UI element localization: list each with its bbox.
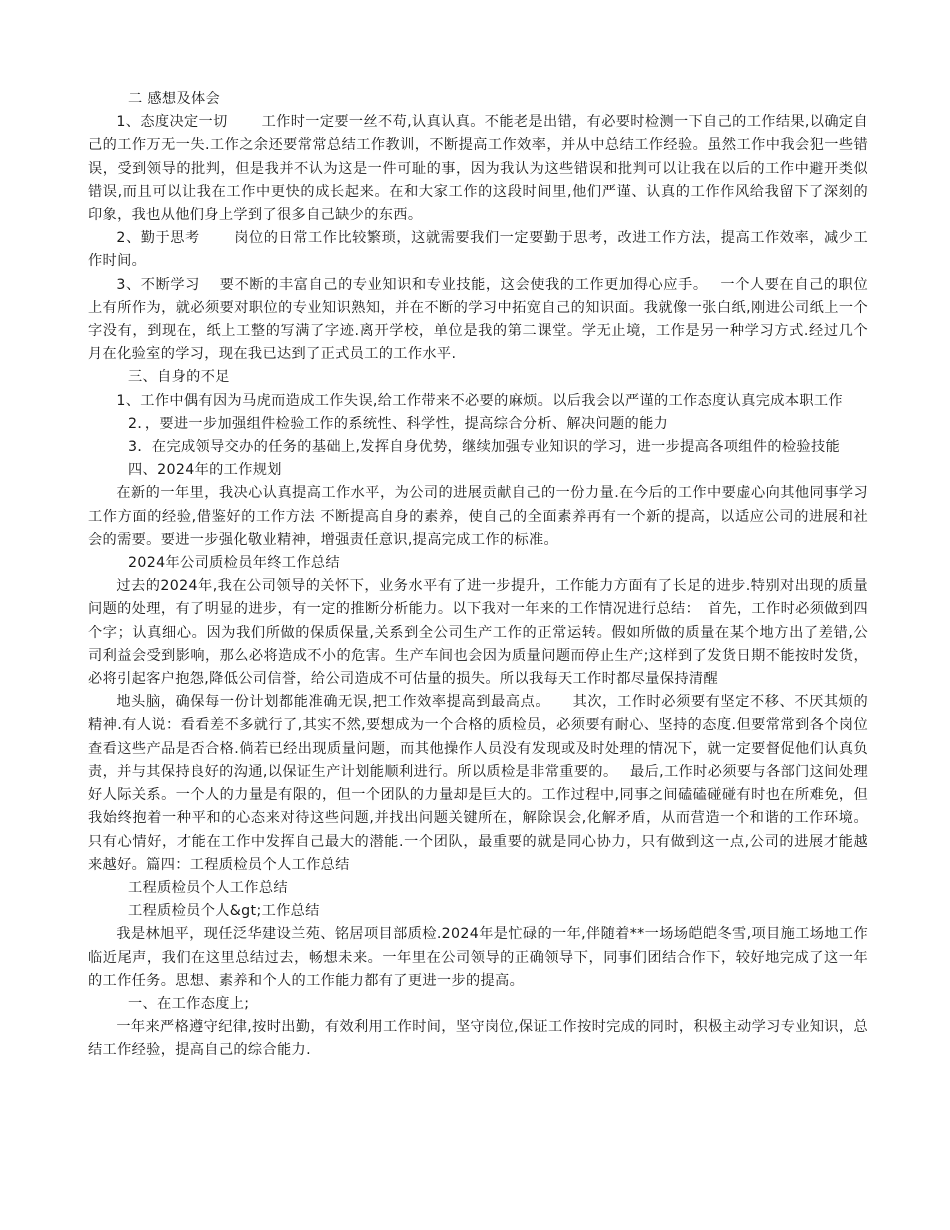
list-item: 2．，要进一步加强组件检验工作的系统性、科学性，提高综合分析、解决问题的能力 xyxy=(128,415,669,432)
paragraph: 3、不断学习 要不断的丰富自己的专业知识和专业技能，这会使我的工作更加得心应手。 一个人要在自己的职位上有所作为，就必须要对职位的专业知识熟知，并在不断的学习中拓宽自己的知识面。我就像一张白纸,刚进公司纸上一个字没有，到现在，纸上工整的写满了字迹.离开学校，单位是我的第二课堂。学无止境，工作是另一种学习方式.经过几个月在化验室的学习，现在我已达到了正式员工的工作水平. xyxy=(88,276,868,363)
section-heading: 二 感想及体会 xyxy=(128,91,221,107)
section-heading: 四、2024年的工作规划 xyxy=(128,462,282,479)
section-heading: 工程质检员个人工作总结 xyxy=(128,879,288,896)
section-heading: 工程质检员个人&gt;工作总结 xyxy=(128,903,320,920)
paragraph: 2、勤于思考 岗位的日常工作比较繁琐，这就需要我们一定要勤于思考，改进工作方法，提高工作效率，减少工作时间。 xyxy=(88,230,868,270)
document-body xyxy=(88,88,868,1063)
section-heading: 三、自身的不足 xyxy=(128,369,230,386)
paragraph: 地头脑，确保每一份计划都能准确无误,把工作效率提高到最高点。 其次，工作时必须要有坚定不移、不厌其烦的精神.有人说：看看差不多就行了,其实不然,要想成为一个合格的质检员，必须要有耐心、坚持的态度.但要常常到各个岗位查看这些产品是否合格.倘若已经出现质量问题，而其他操作人员没有发现或及时处理的情况下，就一定要督促他们认真负责，并与其保持良好的沟通,以保证生产计划能顺利进行。所以质检是非常重要的。 最后,工作时必须要与各部门这间处理好人际关系。一个人的力量是有限的，但一个团队的力量却是巨大的。工作过程中,同事之间磕磕碰碰有时也在所难免，但我始终抱着一种平和的心态来对待这些问题,并找出问题关键所在，解除误会,化解矛盾，从而营造一个和谐的工作环境。只有心情好，才能在工作中发挥自己最大的潜能.一个团队，最重要的就是同心协力，只有做到这一点,公司的进展才能越来越好。篇四：工程质检员个人工作总结 xyxy=(88,694,868,873)
paragraph: 1、工作中偶有因为马虎而造成工作失误,给工作带来不必要的麻烦。以后我会以严谨的工作态度认真完成本职工作 xyxy=(116,392,843,409)
list-item: 3．在完成领导交办的任务的基础上,发挥自身优势，继续加强专业知识的学习，进一步提高各项组件的检验技能 xyxy=(128,439,841,456)
paragraph: 1、态度决定一切 工作时一定要一丝不苟,认真认真。不能老是出错，有必要时检测一下自己的工作结果,以确定自己的工作万无一失.工作之余还要常常总结工作教训，不断提高工作效率，并从中总结工作经验。虽然工作中我会犯一些错误，受到领导的批判，但是我并不认为这是一件可耻的事，因为我认为这些错误和批判可以让我在以后的工作中避开类似错误,而且可以让我在工作中更快的成长起来。在和大家工作的这段时间里,他们严谨、认真的工作作风给我留下了深刻的印象，我也从他们身上学到了很多自己缺少的东西。 xyxy=(88,114,868,224)
section-heading: 一、在工作态度上; xyxy=(128,995,250,1012)
section-heading: 2024年公司质检员年终工作总结 xyxy=(128,555,340,572)
paragraph: 过去的2024年,我在公司领导的关怀下，业务水平有了进一步提升，工作能力方面有了长足的进步.特别对出现的质量问题的处理，有了明显的进步，有一定的推断分析能力。以下我对一年来的工作情况进行总结： 首先，工作时必须做到四个字；认真细心。因为我们所做的保质保量,关系到全公司生产工作的正常运转。假如所做的质量在某个地方出了差错,公司利益会受到影响，那么必将造成不小的危害。生产车间也会因为质量问题而停止生产;这样到了发货日期不能按时发货，必将引起客户抱怨,降低公司信誉，给公司造成不可估量的损失。所以我每天工作时都尽量保持清醒 xyxy=(88,578,868,688)
paragraph: 在新的一年里，我决心认真提高工作水平，为公司的进展贡献自己的一份力量.在今后的工作中要虚心向其他同事学习工作方面的经验,借鉴好的工作方法 不断提高自身的素养，使自己的全面素养再有一个新的提高，以适应公司的进展和社会的需要。要进一步强化敬业精神，增强责任意识,提高完成工作的标准。 xyxy=(88,485,868,548)
paragraph: 一年来严格遵守纪律,按时出勤，有效利用工作时间，坚守岗位,保证工作按时完成的同时，积极主动学习专业知识，总结工作经验，提高自己的综合能力. xyxy=(88,1019,868,1059)
paragraph: 我是林旭平，现任泛华建设兰苑、铭居项目部质检.2024年是忙碌的一年,伴随着**一场场皑皑冬雪,项目施工场地工作临近尾声，我们在这里总结过去，畅想未来。一年里在公司领导的正确领导下，同事们团结合作下，较好地完成了这一年的工作任务。思想、素养和个人的工作能力都有了更进一步的提高。 xyxy=(88,926,868,989)
